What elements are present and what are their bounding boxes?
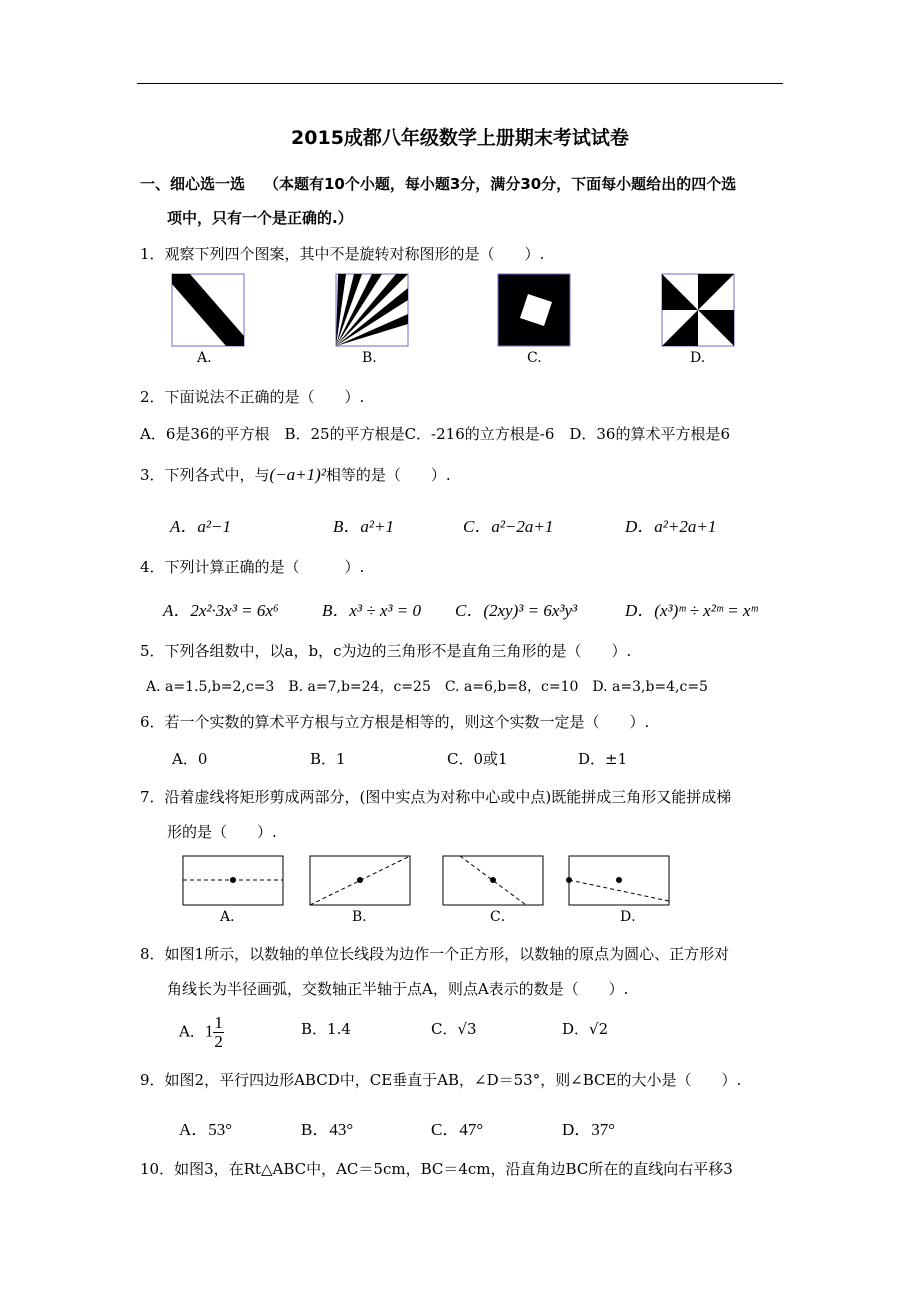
q9-option-a: A．53° <box>179 1120 233 1139</box>
q8-fraction-numerator: 1 <box>214 1013 223 1032</box>
q8-option-b: B．1.4 <box>301 1020 351 1038</box>
q10-stem: 10．如图3，在Rt△ABC中，AC＝5cm，BC＝4cm，沿直角边BC所在的直线向右平移3 <box>140 1160 733 1178</box>
q2-stem: 2．下面说法不正确的是（ ）. <box>140 388 365 406</box>
q8-option-a-fraction <box>213 1014 224 1051</box>
q1-figure-d <box>662 274 734 346</box>
q8-option-d: D．√2 <box>562 1020 609 1038</box>
q7-label-c: C． <box>490 909 515 925</box>
section-note-line2: 项中，只有一个是正确的.） <box>167 209 353 227</box>
q3-option-b: B．a²+1 <box>333 517 394 536</box>
q6-option-d: D．±1 <box>578 750 628 768</box>
q7-figure-c <box>443 856 543 905</box>
q6-option-b: B．1 <box>310 750 346 768</box>
section-heading: 一、细心选一选 <box>140 175 246 193</box>
q8-fraction-denominator: 2 <box>214 1032 223 1051</box>
q9-option-d: D．37° <box>562 1120 616 1139</box>
q2-options: A．6是36的平方根 B．25的平方根是C．-216的立方根是-6 D．36的算术平方根是6 <box>140 425 731 443</box>
q8-option-a-whole: 1 <box>204 1021 214 1041</box>
q9-option-c: C．47° <box>431 1120 484 1139</box>
q1-stem: 1．观察下列四个图案，其中不是旋转对称图形的是（ ）. <box>140 245 545 263</box>
q9-stem: 9．如图2，平行四边形ABCD中，CE垂直于AB，∠D＝53°，则∠BCE的大小是（ ）. <box>140 1071 742 1089</box>
q8-option-a <box>179 1014 224 1051</box>
q7-label-d: D． <box>620 909 646 925</box>
q3-stem <box>140 464 451 485</box>
q4-option-c: C．(2xy)³ = 6x³y³ <box>455 601 578 620</box>
q4-option-a: A．2x²·3x³ = 6x⁶ <box>163 601 279 620</box>
q7-figure-a <box>183 856 283 905</box>
q8-option-a-prefix: A． <box>179 1022 205 1041</box>
q1-figures <box>170 272 770 348</box>
q7-stem-line1: 7．沿着虚线将矩形剪成两部分，(图中实点为对称中心或中点)既能拼成三角形又能拼成梯 <box>140 788 732 806</box>
q6-option-a: A．0 <box>172 750 208 768</box>
q3-stem-pre: 3．下列各式中，与 <box>140 466 270 484</box>
q3-stem-post: 相等的是（ ）. <box>325 466 451 484</box>
q8-option-c: C．√3 <box>431 1020 477 1038</box>
q3-stem-expr: (−a+1)² <box>269 465 326 484</box>
q4-stem: 4．下列计算正确的是（ ）. <box>140 558 365 576</box>
q1-label-a: A. <box>197 350 212 366</box>
q1-figure-b <box>336 274 408 346</box>
q1-label-c: C. <box>527 350 542 366</box>
q8-stem-line1: 8．如图1所示，以数轴的单位长线段为边作一个正方形，以数轴的原点为圆心、正方形对 <box>140 945 730 963</box>
q3-option-c: C．a²−2a+1 <box>463 517 554 536</box>
q5-options: A. a=1.5,b=2,c=3 B. a=7,b=24，c=25 C. a=6,b=8，c=10 D. a=3,b=4,c=5 <box>146 679 708 695</box>
q1-figure-c <box>498 274 570 346</box>
q3-option-d: D．a²+2a+1 <box>625 517 717 536</box>
q9-option-b: B．43° <box>301 1120 354 1139</box>
header-rule <box>137 83 783 84</box>
q6-stem: 6．若一个实数的算术平方根与立方根是相等的，则这个实数一定是（ ）. <box>140 713 650 731</box>
q4-option-b: B．x³ ÷ x³ = 0 <box>322 601 421 620</box>
q8-stem-line2: 角线长为半径画弧，交数轴正半轴于点A，则点A表示的数是（ ）. <box>167 980 629 998</box>
q3-option-a: A．a²−1 <box>170 517 231 536</box>
q5-stem: 5．下列各组数中，以a，b，c为边的三角形不是直角三角形的是（ ）. <box>140 642 632 660</box>
section-note-line1: （本题有10个小题，每小题3分，满分30分，下面每小题给出的四个选 <box>264 175 737 193</box>
q6-option-c: C．0或1 <box>447 750 508 768</box>
q7-figure-d <box>566 856 669 905</box>
q7-label-b: B． <box>352 909 377 925</box>
q7-figures <box>180 853 680 909</box>
q1-label-b: B. <box>362 350 377 366</box>
q7-stem-line2: 形的是（ ）. <box>167 823 277 841</box>
q1-label-d: D. <box>690 350 706 366</box>
q7-label-a: A． <box>220 909 245 925</box>
page-title: 2015成都八年级数学上册期末考试试卷 <box>291 127 629 149</box>
q4-option-d: D．(x³)ᵐ ÷ x²ᵐ = xᵐ <box>625 601 758 620</box>
q1-figure-a <box>172 274 244 346</box>
q7-figure-b <box>310 856 410 905</box>
